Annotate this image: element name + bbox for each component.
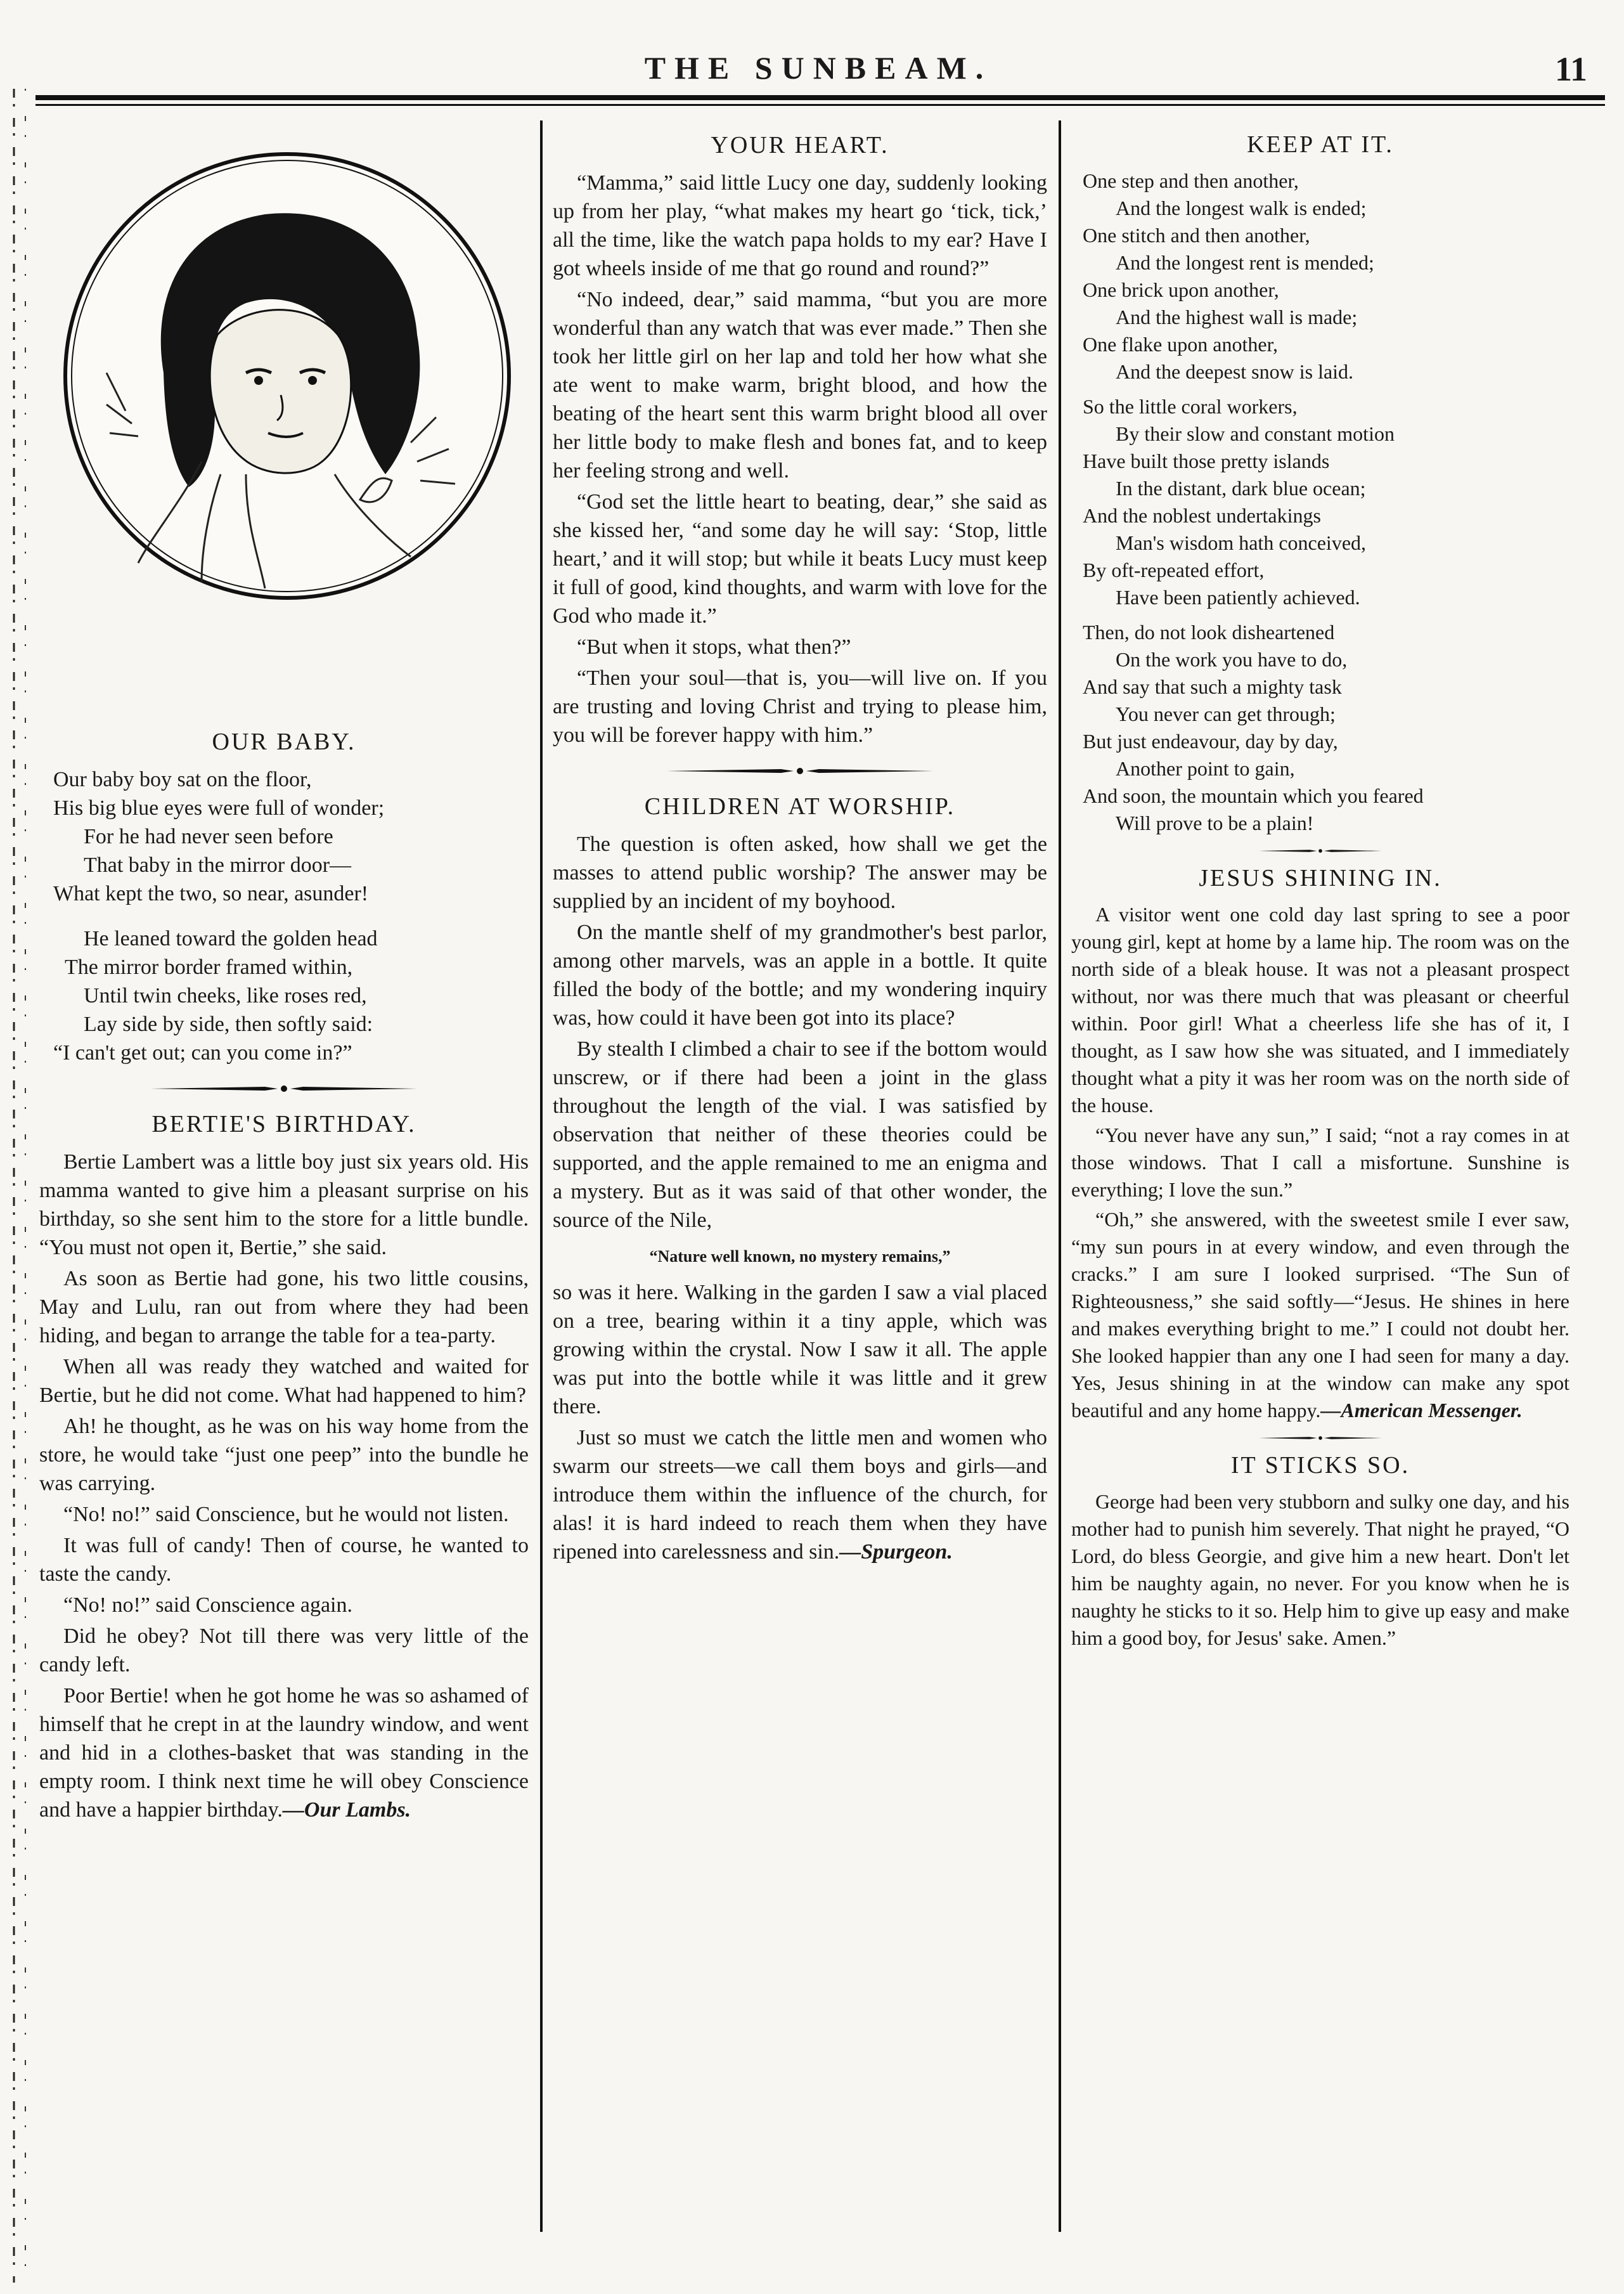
poem-line: And soon, the mountain which you feared [1083,784,1424,807]
poem-line: So the little coral workers, [1083,395,1298,418]
paragraph: On the mantle shelf of my grandmother's best parlor, among other marvels, was an apple in a bottle. It quite filled the body of the bottle; and my wondering inquiry was, how could it have been got into its place? [553,921,1047,1030]
poem-line: And the longest walk is ended; [1116,197,1367,219]
poem-line: What kept the two, so near, asunder! [53,882,369,905]
poem-line: And the highest wall is made; [1116,306,1358,328]
paragraph-text: Just so must we catch the little men and women who swarm our streets—we call them boys and girls—and introduce them within the influence of the church, for alas! it is hard indeed to reach them when they have ripened into carelessness and sin. [553,1426,1047,1564]
poem-line: But just endeavour, day by day, [1083,730,1338,753]
poem-line: On the work you have to do, [1116,648,1348,671]
poem-line: “I can't get out; can you come in?” [53,1041,352,1065]
poem-line: Will prove to be a plain! [1116,812,1314,834]
poem-line: Lay side by side, then softly said: [84,1013,373,1036]
column-middle [553,124,1047,1569]
quotation: “Nature well known, no mystery remains,” [649,1247,951,1266]
signature: —Spurgeon. [839,1540,953,1564]
poem-line: One step and then another, [1083,169,1299,192]
poem-line: Until twin cheeks, like roses red, [84,984,367,1008]
our-baby-heading: OUR BABY. [212,729,356,755]
column-left [39,723,529,1824]
poem-line: The mirror border framed within, [65,956,353,979]
poem-line: By oft-repeated effort, [1083,559,1265,581]
poem-line: And the noblest undertakings [1083,504,1321,527]
paragraph-text: Poor Bertie! when he got home he was so ashamed of himself that he crept in at the laundry window, and went and hid in a clothes-basket that was standing in the empty room. I think next time he will obey Conscience and have a happier birthday. [39,1684,529,1822]
column-rule-1 [540,120,543,2232]
paragraph-text: “Oh,” she answered, with the sweetest smile I ever saw, “my sun pours in at every window, and even through the cracks.” I am sure I looked surprised. “The Sun of Righteousness,” she said softly—“Jesus. He shines in here and makes everything bright to me.” I could not doubt her. She looked happier than any one I had seen for many a day. Yes, Jesus shining in at the window can make any spot beautiful and any home happy. [1071,1208,1569,1422]
baby-portrait-illustration [56,145,519,607]
paragraph: “You never have any sun,” I said; “not a ray comes in at those windows. That I call a misfortune. Sunshine is everything; I love the sun.” [1071,1124,1569,1201]
paragraph: By stealth I climbed a chair to see if the bottom would unscrew, or if there had been a joint in the glass throughout the length of the vial. I was satisfied by observation that neither of these theories could be supported, and the apple remained to me an enigma and a mystery. But as it was said of that other wonder, the source of the Nile, [553,1037,1047,1232]
our-baby-poem [39,765,529,1067]
paragraph: A visitor went one cold day last spring to see a poor young girl, kept at home by a lame hip. The room was on the north side of a bleak house. It was not a pleasant prospect without, nor was there much that was pleasant or cheerful within. Poor girl! What a cheerless life she has of it, I thought, as I saw how she was situated, and I immediately thought what a pity it was her room was on the north side of the house. [1071,903,1569,1117]
page-number: 11 [1554,50,1587,88]
paragraph: As soon as Bertie had gone, his two little cousins, May and Lulu, ran out from where they had been hiding, and began to arrange the table for a tea-party. [39,1267,529,1347]
poem-line: Man's wisdom hath conceived, [1116,531,1367,554]
paragraph: Ah! he thought, as he was on his way home from the store, he would take “just one peep” into the bundle he was carrying. [39,1415,529,1495]
section-separator [1244,843,1396,859]
paragraph: so was it here. Walking in the garden I saw a vial placed on a tree, bearing within it a tiny apple, which was growing within the crystal. Now I saw it all. The apple was put into the bottle while it was little and it grew there. [553,1281,1047,1418]
paragraph: When all was ready they watched and waited for Bertie, but he did not come. What had happened to him? [39,1355,529,1407]
poem-line: For he had never seen before [84,825,333,848]
paragraph [39,1682,529,1824]
masthead-rule [35,95,1605,100]
paragraph [553,1423,1047,1566]
paragraph: “Mamma,” said little Lucy one day, suddenly looking up from her play, “what makes my heart go ‘tick, tick,’ all the time, like the watch papa holds to my ear? Have I got wheels inside of me that go round and round?” [553,171,1047,280]
signature: —Our Lambs. [282,1798,411,1822]
keep-at-it-poem [1071,167,1569,837]
poem-line: You never can get through; [1116,703,1336,725]
paragraph: It was full of candy! Then of course, he wanted to taste the candy. [39,1534,529,1586]
poem-line: Have been patiently achieved. [1116,586,1360,609]
poem-line: One stitch and then another, [1083,224,1310,247]
berties-birthday-heading: BERTIE'S BIRTHDAY. [151,1111,416,1137]
poem-line: One brick upon another, [1083,278,1279,301]
poem-line: And the longest rent is mended; [1116,251,1374,274]
poem-line: That baby in the mirror door— [84,853,352,877]
it-sticks-so-heading: IT STICKS SO. [1230,1452,1410,1479]
paragraph: “God set the little heart to beating, dear,” she said as she kissed her, “and some day he will say: ‘Stop, little heart,’ and it will stop; but while it beats Lucy must keep it full of good, kind thoughts, and warm with love for the God who made it.” [553,490,1047,628]
poem-line: And the deepest snow is laid. [1116,360,1354,383]
keep-at-it-heading: KEEP AT IT. [1247,131,1394,158]
paragraph: George had been very stubborn and sulky one day, and his mother had to punish him severely. That night he prayed, “O Lord, do bless Georgie, and give him a new heart. Don't let him be naughty again, no never. For you know when he is naughty he sticks to it so. Help him to give up easy and make him a good boy, for Jesus' sake. Amen.” [1071,1490,1569,1649]
poem-line: His big blue eyes were full of wonder; [53,796,385,820]
signature: —American Messenger. [1320,1399,1523,1422]
poem-line: And say that such a mighty task [1083,675,1342,698]
poem-line: In the distant, dark blue ocean; [1116,477,1366,500]
poem-line: Then, do not look disheartened [1083,621,1335,644]
column-right [1071,124,1569,1654]
jesus-shining-in-heading: JESUS SHINING IN. [1199,865,1442,891]
paragraph: “Then your soul—that is, you—will live on. If you are trusting and loving Christ and trying to please him, you will be forever happy with him.” [553,666,1047,747]
paragraph: “No! no!” said Conscience again. [63,1593,352,1617]
poem-line: Another point to gain, [1116,757,1295,780]
masthead-title: THE SUNBEAM. [644,50,993,86]
your-heart-heading: YOUR HEART. [711,132,889,159]
section-separator [1244,1430,1396,1446]
paragraph: Did he obey? Not till there was very little of the candy left. [39,1624,529,1676]
poem-line: One flake upon another, [1083,333,1278,356]
children-at-worship-heading: CHILDREN AT WORSHIP. [644,793,956,820]
section-separator [667,763,933,779]
masthead-rule-thin [35,104,1605,106]
section-separator [151,1081,417,1096]
paragraph: “No indeed, dear,” said mamma, “but you are more wonderful than any watch that was ever made.” Then she took her little girl on her lap and told her how what she ate went to make warm, bright blood, and how the beating of the heart sent this warm bright blood all over her little body to make flesh and bones fat, and to keep her feeling strong and well. [553,288,1047,483]
paragraph: Bertie Lambert was a little boy just six years old. His mamma wanted to give him a pleasant surprise on his birthday, so she sent him to the store for a little bundle. “You must not open it, Bertie,” she said. [39,1150,529,1259]
paragraph: “No! no!” said Conscience, but he would not listen. [63,1503,509,1526]
poem-line: He leaned toward the golden head [84,927,378,950]
scan-edge-marks [0,89,38,2283]
paragraph: The question is often asked, how shall we get the masses to attend public worship? The answer may be supplied by an incident of my boyhood. [553,833,1047,913]
poem-line: Our baby boy sat on the floor, [53,768,312,791]
paragraph: “But when it stops, what then?” [577,635,851,659]
poem-line: Have built those pretty islands [1083,450,1330,472]
poem-line: By their slow and constant motion [1116,422,1395,445]
column-rule-2 [1059,120,1061,2232]
masthead [38,49,1599,100]
paragraph [1071,1206,1569,1424]
